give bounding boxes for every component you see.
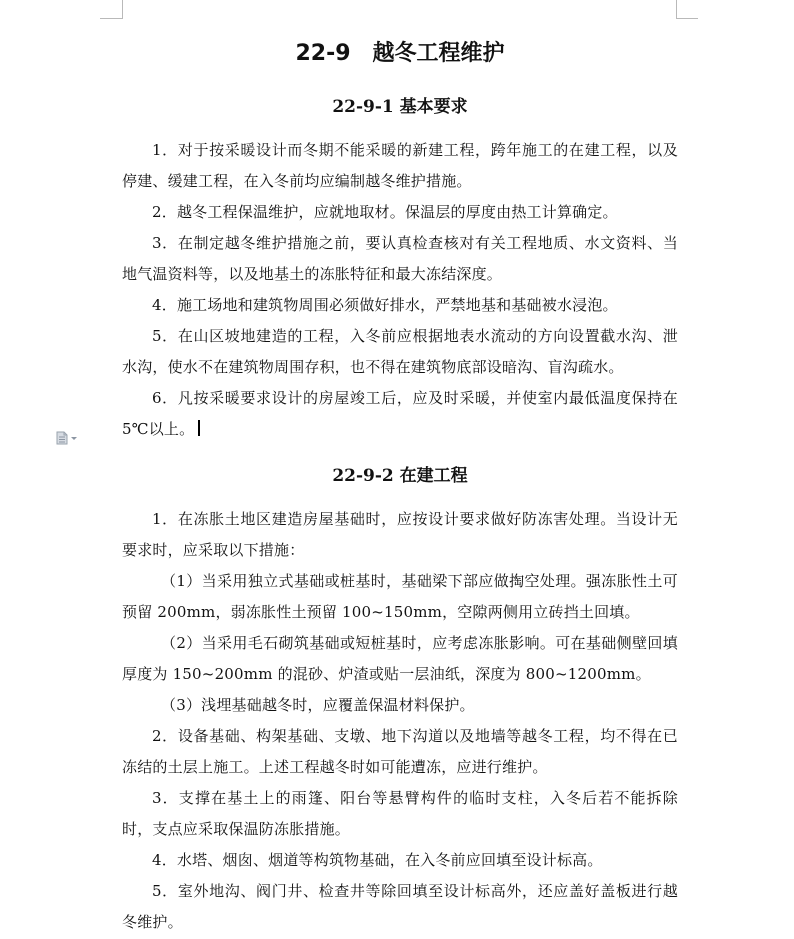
paragraph: 1．对于按采暖设计而冬期不能采暖的新建工程，跨年施工的在建工程，以及停建、缓建工程，在入冬前均应编制越冬维护措施。 <box>122 141 678 190</box>
sub-paragraph: （3）浅埋基础越冬时，应覆盖保温材料保护。 <box>161 696 475 714</box>
paragraph-with-cursor <box>122 383 678 445</box>
crop-mark-left-horizontal <box>100 18 123 19</box>
section-heading: 22-9-1 基本要求 <box>332 97 468 117</box>
paragraph: 5．室外地沟、阀门井、检查井等除回填至设计标高外，还应盖好盖板进行越冬维护。 <box>122 882 678 931</box>
section-under-construction <box>122 463 678 938</box>
crop-mark-right-vertical <box>676 0 677 18</box>
paragraph: 4．施工场地和建筑物周围必须做好排水，严禁地基和基础被水浸泡。 <box>152 296 618 314</box>
document-title: 22-9 越冬工程维护 <box>295 41 505 66</box>
sub-paragraph: （2）当采用毛石砌筑基础或短桩基时，应考虑冻胀影响。可在基础侧壁回填厚度为 150~200mm 的混砂、炉渣或贴一层油纸，深度为 800~1200mm。 <box>122 634 678 683</box>
paragraph: 3．在制定越冬维护措施之前，要认真检查核对有关工程地质、水文资料、当地气温资料等，以及地基土的冻胀特征和最大冻结深度。 <box>122 234 678 283</box>
paragraph: 5．在山区坡地建造的工程，入冬前应根据地表水流动的方向设置截水沟、泄水沟，使水不在建筑物周围存积，也不得在建筑物底部设暗沟、盲沟疏水。 <box>122 327 678 376</box>
crop-mark-right-horizontal <box>676 18 698 19</box>
document-icon[interactable] <box>56 430 80 444</box>
paragraph: 4．水塔、烟囱、烟道等构筑物基础，在入冬前应回填至设计标高。 <box>152 851 603 869</box>
paragraph: 3．支撑在基土上的雨篷、阳台等悬臂构件的临时支柱，入冬后若不能拆除时，支点应采取保温防冻胀措施。 <box>122 789 678 838</box>
paragraph: 2．越冬工程保温维护，应就地取材。保温层的厚度由热工计算确定。 <box>152 203 618 221</box>
paragraph: 2．设备基础、构架基础、支墩、地下沟道以及地墙等越冬工程，均不得在已冻结的土层上施工。上述工程越冬时如可能遭冻，应进行维护。 <box>122 727 678 776</box>
section-heading: 22-9-2 在建工程 <box>332 466 468 486</box>
document-page[interactable] <box>122 36 678 938</box>
section-basic-requirements <box>122 94 678 445</box>
paragraph-text: 6．凡按采暖要求设计的房屋竣工后，应及时采暖，并使室内最低温度保持在 5℃以上。 <box>122 389 678 438</box>
paragraph: 1．在冻胀土地区建造房屋基础时，应按设计要求做好防冻害处理。当设计无要求时，应采取以下措施： <box>122 510 678 559</box>
text-cursor <box>198 420 200 436</box>
sub-paragraph: （1）当采用独立式基础或桩基时，基础梁下部应做掏空处理。强冻胀性土可预留 200mm，弱冻胀性土预留 100~150mm，空隙两侧用立砖挡土回填。 <box>122 572 678 621</box>
crop-mark-left-vertical <box>122 0 123 18</box>
